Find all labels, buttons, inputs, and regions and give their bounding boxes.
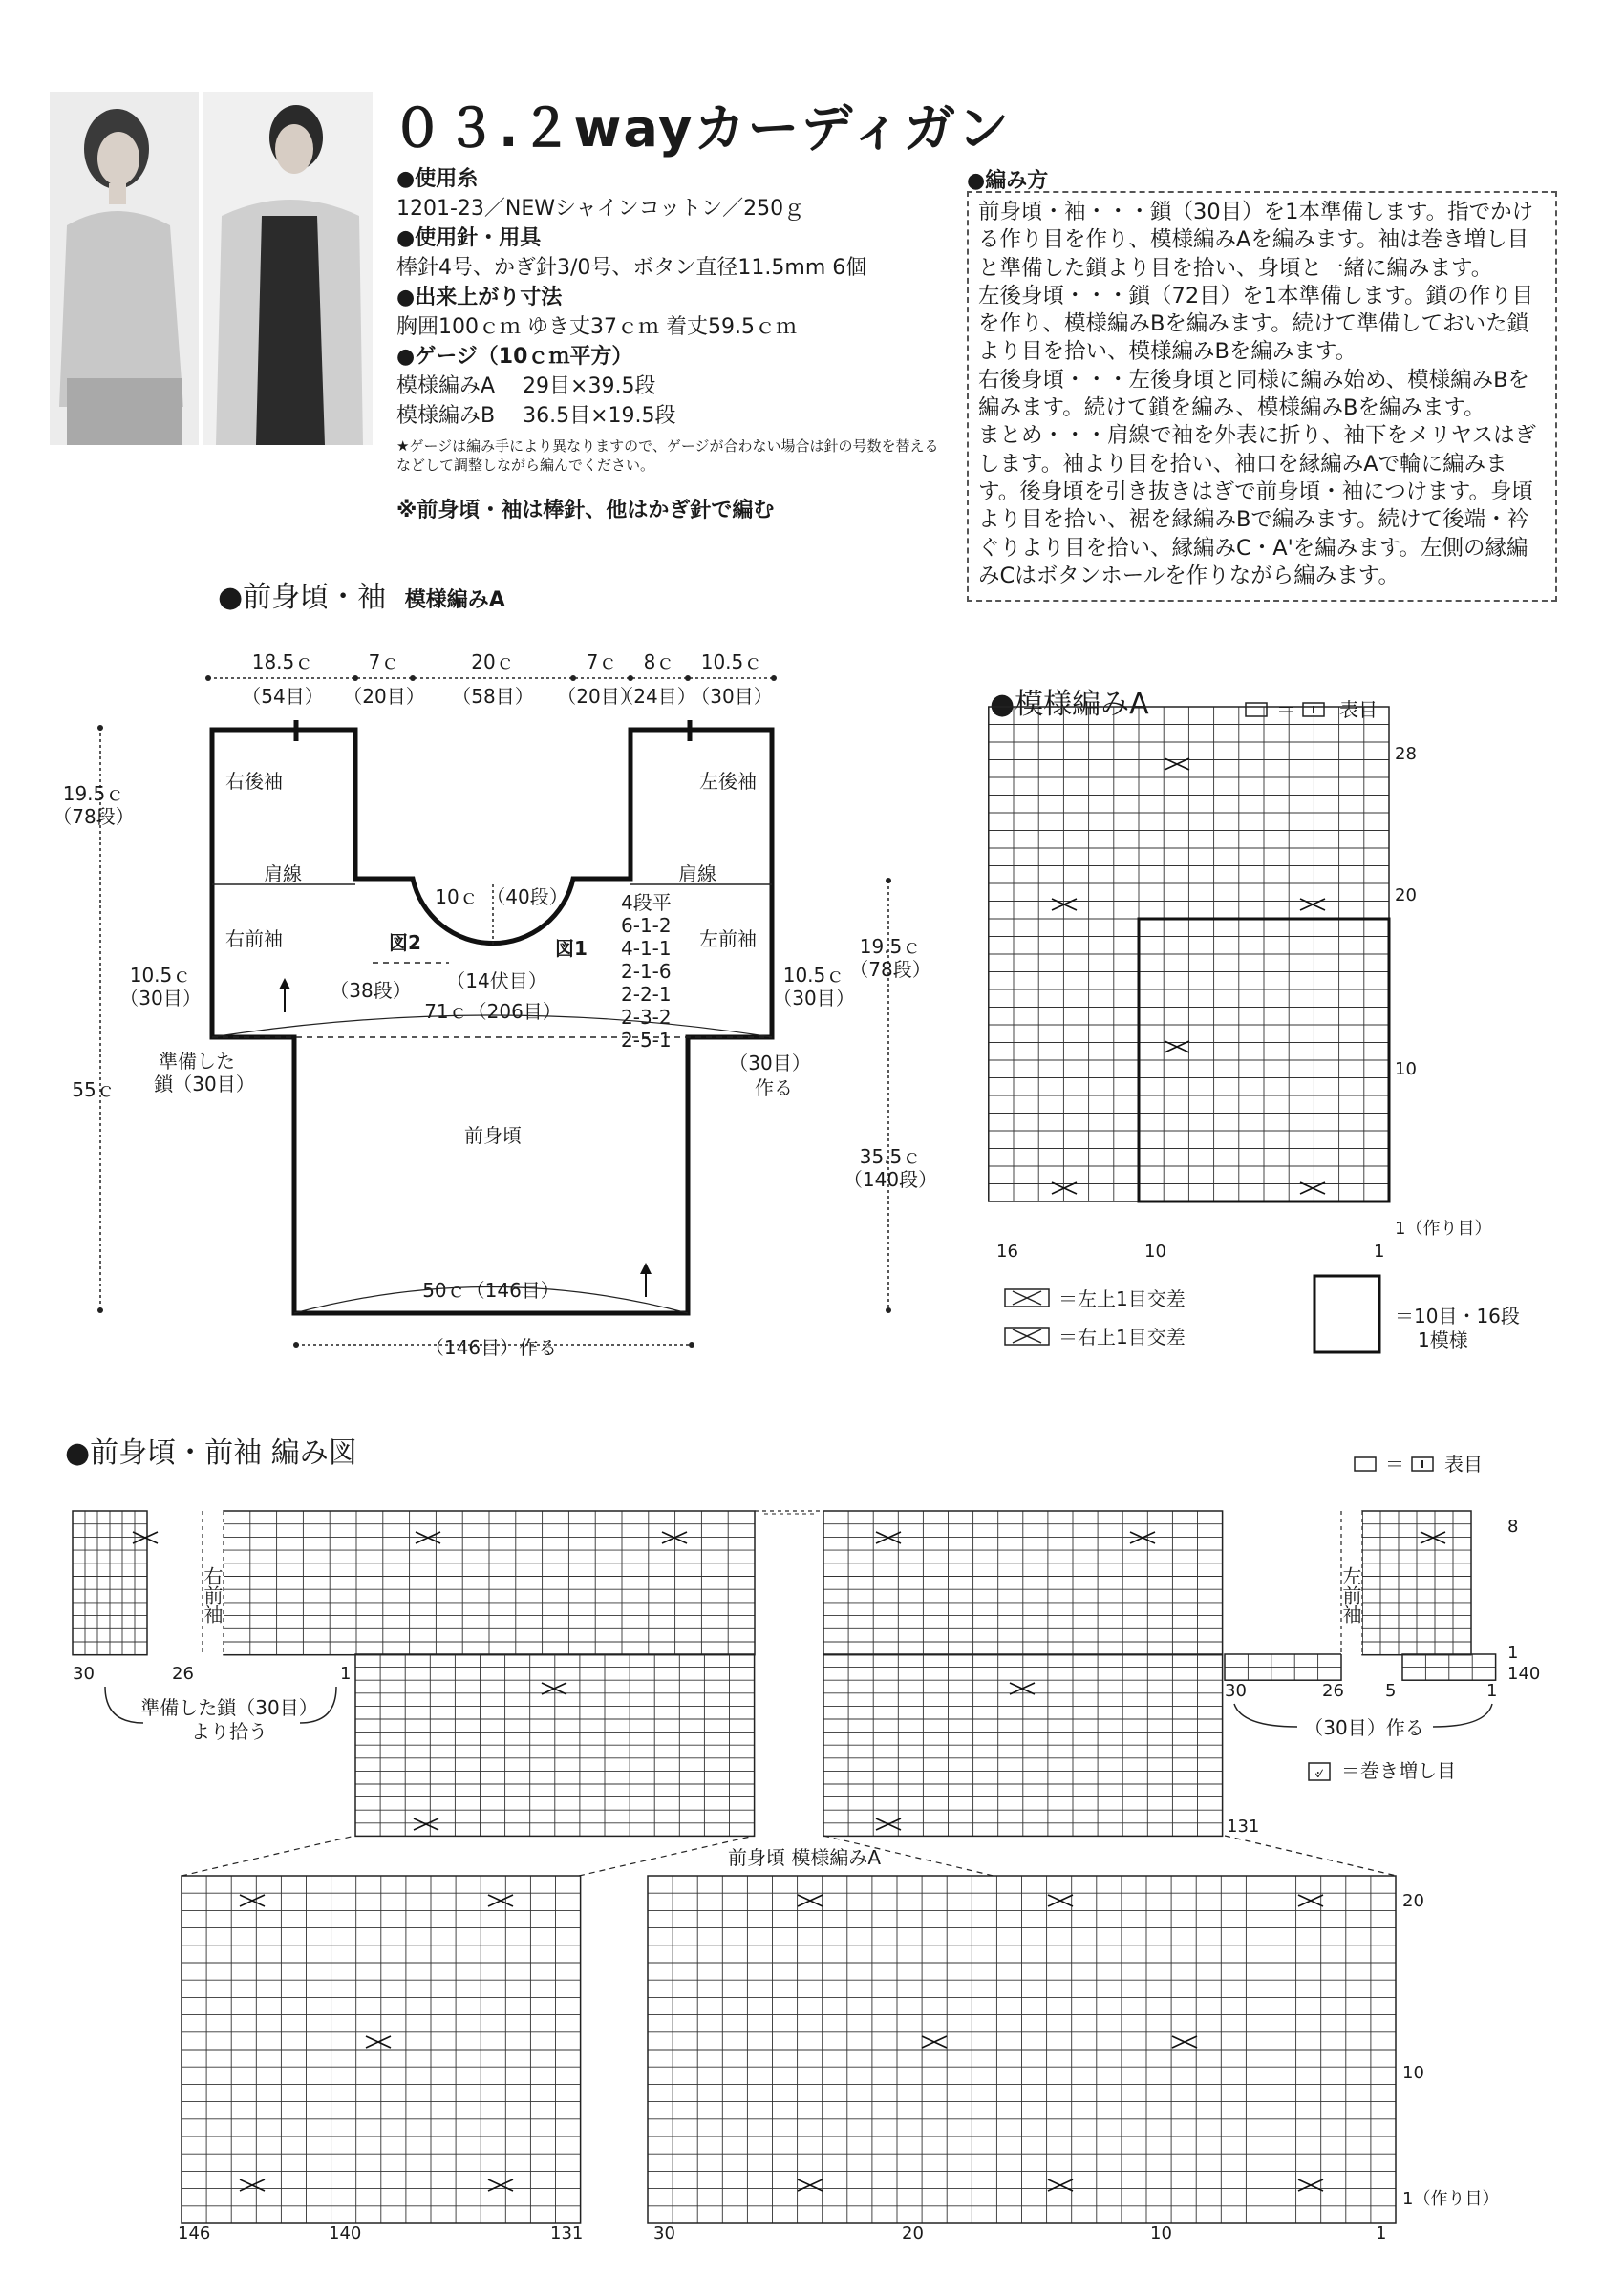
cross-stitch-symbol — [922, 2036, 947, 2048]
cross-stitch-symbol — [1172, 2036, 1197, 2048]
cross-stitch-symbol — [662, 1532, 687, 1543]
yarn-text: 1201-23／NEWシャインコットン／250ｇ — [396, 197, 805, 221]
cross-stitch-symbol — [542, 1683, 566, 1694]
svg-text:୰: ୰ — [1314, 1766, 1324, 1781]
grid-lines — [823, 1511, 1223, 1655]
dec-row: 4-1-1 — [621, 937, 672, 960]
gauge-a: 模様編みA 29目×39.5段 — [396, 374, 656, 398]
layout-left-30: 30 — [73, 1664, 95, 1684]
needle-note: ※前身頃・袖は棒針、他はかぎ針で編む — [396, 499, 775, 522]
bottom-col-140: 140 — [329, 2223, 362, 2243]
pattern-a-col-1: 1 — [1374, 1242, 1385, 1262]
dim-right-lower: 35.5ｃ — [859, 1145, 922, 1168]
sleeve-right-st: （30目） — [773, 987, 855, 1010]
dim-right-lower-rows: （140段） — [843, 1168, 938, 1191]
bottom-col-10: 10 — [1150, 2223, 1172, 2243]
pattern-a-row-10: 10 — [1395, 1059, 1417, 1079]
cross-stitch-symbol — [1052, 899, 1077, 910]
bottom-col-131: 131 — [550, 2223, 584, 2243]
bottom-col-30: 30 — [653, 2223, 675, 2243]
cross-stitch-symbol — [414, 1818, 438, 1830]
grid-lines — [355, 1654, 755, 1836]
layout-chart — [0, 1442, 1624, 2296]
dim-left-total: 55ｃ — [72, 1078, 116, 1101]
label-right-back-sleeve: 右後袖 — [225, 770, 283, 793]
sleeve-left-st: （30目） — [119, 987, 202, 1010]
dim-top-1: 18.5ｃ — [251, 650, 314, 673]
make30-b: 作る — [755, 1076, 793, 1099]
layout-right-30: 30 — [1225, 1681, 1247, 1701]
layout-legend-knit: 表目 — [1444, 1453, 1483, 1476]
cross-stitch-symbol — [1048, 1895, 1073, 1906]
dim-right-upper: 19.5ｃ — [859, 935, 922, 958]
left-sleeve-label: 左前袖 — [1339, 1566, 1362, 1624]
pattern-a-grid — [989, 707, 1389, 1201]
dim-left-top: 19.5ｃ — [62, 782, 125, 805]
grid-lines — [182, 1876, 581, 2223]
count-top-2: （20目） — [343, 685, 425, 708]
specs-block — [396, 164, 951, 525]
pattern-a-chart — [984, 697, 1605, 1356]
layout-left-26: 26 — [172, 1664, 194, 1684]
layout-row-140: 140 — [1507, 1664, 1541, 1684]
cross-stitch-symbol — [366, 2036, 391, 2048]
cross-stitch-symbol — [1298, 2179, 1323, 2191]
layout-legend-eq: ＝ — [1385, 1453, 1404, 1476]
bottom-row-20: 20 — [1402, 1891, 1424, 1911]
bottom-col-20: 20 — [902, 2223, 924, 2243]
label-left-front-sleeve: 左前袖 — [699, 927, 757, 950]
layout-row-8: 8 — [1507, 1517, 1519, 1537]
layout-right-26: 26 — [1322, 1681, 1344, 1701]
gauge-note: ★ゲージは編み手により異なりますので、ゲージが合わない場合は針の号数を替えるなどして調整しながら編んでください。 — [396, 437, 939, 474]
grid-lines — [989, 707, 1389, 1201]
cross-stitch-symbol — [1421, 1532, 1445, 1543]
cross-stitch-symbol — [240, 2179, 265, 2191]
model-photo-left — [50, 92, 199, 445]
bottom-row-1: 1（作り目） — [1402, 2189, 1500, 2209]
width-71: 71ｃ（206目） — [424, 1000, 562, 1023]
schematic-subheading: 模様編みA — [404, 588, 505, 612]
model-photo-right — [203, 92, 373, 445]
layout-heading: ●前身頃・前袖 編み図 — [65, 1436, 357, 1470]
cross-stitch-symbol — [488, 2179, 513, 2191]
dim-top-3: 20ｃ — [471, 650, 515, 673]
prep-b: より拾う — [191, 1720, 267, 1743]
pattern-a-col-10: 10 — [1144, 1242, 1166, 1262]
layout-left-1: 1 — [340, 1664, 352, 1684]
instruction-front: 前身頃・袖・・・鎖（30目）を1本準備します。指でかける作り目を作り、模様編みAを編みます。袖は巻き増し目と準備した鎖より目を拾い、身頃と一緒に編みます。 — [978, 200, 1534, 281]
prep-a: 準備した鎖（30目） — [140, 1696, 318, 1719]
cross-stitch-symbol — [798, 1895, 823, 1906]
gauge-heading: ●ゲージ（10ｃｍ平方） — [396, 345, 633, 369]
cross-stitch-symbol — [1048, 2179, 1073, 2191]
dim-left-top-rows: （78段） — [53, 805, 135, 828]
cross-stitch-symbol — [1130, 1532, 1155, 1543]
grid-lines — [1362, 1511, 1471, 1655]
sleeve-right-dim: 10.5ｃ — [782, 964, 845, 987]
pattern-a-legend-eq: ＝ — [1276, 698, 1295, 721]
layout-caption: 前身頃 模様編みA — [727, 1846, 882, 1869]
layout-right-1: 1 — [1486, 1681, 1498, 1701]
dim-top-4: 7ｃ — [586, 650, 618, 673]
fig1-label: 図1 — [555, 937, 588, 960]
instruction-finishing: まとめ・・・肩線で袖を外表に折り、袖下をメリヤスはぎします。袖より目を拾い、袖口を縁編みAで輪に編みます。後身頃を引き抜きはぎで前身頃・袖につけます。身頃より目を拾い、裾を縁編みBで編みます。続けて後端・衿ぐりより目を拾い、縁編みC・A'を編みます。左側の縁編みCはボタンホールを作りながら編みます。 — [978, 423, 1537, 588]
instruction-right-back: 右後身頃・・・左後身頃と同様に編み始め、模様編みBを編みます。続けて鎖を編み、模様編みBを編みます。 — [978, 367, 1530, 421]
cross-stitch-symbol — [798, 2179, 823, 2191]
dim-right-upper-rows: （78段） — [849, 958, 931, 981]
pattern-a-col-16: 16 — [996, 1242, 1018, 1262]
pattern-a-heading: ●模様編みA — [990, 688, 1149, 721]
grid-lines — [823, 1654, 1223, 1836]
key-repeat: ＝10目・16段 — [1395, 1305, 1520, 1328]
bottom-row-10: 10 — [1402, 2063, 1424, 2083]
label-left-back-sleeve: 左後袖 — [699, 770, 757, 793]
key-right-cross: ＝右上1目交差 — [1058, 1326, 1186, 1349]
page-title: ０３.２wayカーディガン — [392, 98, 1012, 159]
cross-stitch-symbol — [876, 1818, 901, 1830]
size-heading: ●出来上がり寸法 — [396, 286, 563, 309]
dec-row: 2-1-6 — [621, 960, 672, 983]
gauge-b: 模様編みB 36.5目×19.5段 — [396, 404, 676, 428]
instructions-heading: ●編み方 — [967, 169, 1049, 193]
dec-row: 2-2-1 — [621, 983, 672, 1006]
schematic-heading-main: ●前身頃・袖 — [218, 581, 387, 614]
body-label: 前身頃 — [464, 1124, 522, 1147]
count-top-1: （54目） — [242, 685, 324, 708]
make-right: （30目）作る — [1304, 1716, 1424, 1739]
grid-lines — [1402, 1654, 1496, 1680]
grid-lines — [224, 1511, 755, 1655]
prep-chain-b: 鎖（30目） — [154, 1073, 255, 1095]
neck-width: （14伏目） — [446, 969, 547, 992]
count-top-6: （30目） — [691, 685, 773, 708]
cross-stitch-symbol — [240, 1895, 265, 1906]
dec-row: 2-5-1 — [621, 1029, 672, 1052]
sleeve-left-dim: 10.5ｃ — [129, 964, 192, 987]
pattern-a-row-28: 28 — [1395, 744, 1417, 764]
schematic-heading — [218, 573, 505, 615]
label-shoulder-right: 肩線 — [678, 862, 716, 885]
pattern-a-legend-knit: 表目 — [1339, 698, 1378, 721]
fig2-label: 図2 — [389, 931, 421, 954]
grid-lines — [73, 1511, 147, 1655]
rows-38: （38段） — [330, 979, 412, 1002]
bottom-col-1: 1 — [1376, 2223, 1387, 2243]
cross-stitch-symbol — [1010, 1683, 1035, 1694]
hem-make: （146目）作る — [424, 1336, 558, 1359]
key-left-cross: ＝左上1目交差 — [1058, 1287, 1186, 1310]
instruction-left-back: 左後身頃・・・鎖（72目）を1本準備します。鎖の作り目を作り、模様編みBを編みます。続けて準備しておいた鎖より目を拾い、模様編みBを編みます。 — [978, 283, 1534, 365]
instructions-box — [967, 191, 1557, 602]
label-right-front-sleeve: 右前袖 — [225, 927, 283, 950]
right-sleeve-label: 右前袖 — [201, 1566, 224, 1624]
prep-chain-a: 準備した — [159, 1050, 235, 1073]
dec-row: 2-3-2 — [621, 1006, 672, 1029]
cross-stitch-symbol — [1298, 1895, 1323, 1906]
decrease-list — [621, 891, 672, 1052]
count-top-3: （58目） — [452, 685, 534, 708]
key-repeat-box — [1314, 1276, 1379, 1352]
dim-top-2: 7ｃ — [368, 650, 400, 673]
layout-row-131: 131 — [1227, 1817, 1260, 1837]
cross-stitch-symbol — [133, 1532, 158, 1543]
yarn-heading: ●使用糸 — [396, 167, 479, 191]
tools-heading: ●使用針・用具 — [396, 226, 542, 250]
make30-a: （30目） — [729, 1052, 811, 1074]
layout-row-1: 1 — [1507, 1643, 1519, 1663]
pattern-a-row-20: 20 — [1395, 885, 1417, 905]
count-top-5: （24目） — [614, 685, 696, 708]
bottom-col-146: 146 — [178, 2223, 211, 2243]
count-top-4: （20目） — [557, 685, 639, 708]
cross-stitch-symbol — [876, 1532, 901, 1543]
tools-text: 棒針4号、かぎ針3/0号、ボタン直径11.5mm 6個 — [396, 256, 867, 280]
dim-top-5: 8ｃ — [643, 650, 675, 673]
dec-row: 6-1-2 — [621, 914, 672, 937]
size-text: 胸囲100ｃｍ ゆき丈37ｃｍ 着丈59.5ｃｍ — [396, 315, 797, 339]
neck-rows: （40段） — [486, 885, 568, 908]
grid-lines — [1225, 1654, 1341, 1680]
grid-lines — [648, 1876, 1396, 2223]
label-shoulder-left: 肩線 — [264, 862, 302, 885]
layout-right-5: 5 — [1385, 1681, 1397, 1701]
cross-stitch-symbol — [488, 1895, 513, 1906]
pattern-a-row-1: 1（作り目） — [1395, 1219, 1492, 1239]
key-repeat-2: 1模様 — [1418, 1329, 1468, 1351]
dec-row: 4段平 — [621, 891, 672, 914]
hem-width: 50ｃ（146目） — [422, 1279, 560, 1302]
cast-on-key: ＝巻き増し目 — [1341, 1759, 1456, 1782]
cross-stitch-symbol — [416, 1532, 440, 1543]
cross-stitch-symbol — [1300, 899, 1325, 910]
schematic-diagram — [0, 630, 938, 1359]
neck-depth: 10ｃ — [435, 885, 479, 908]
dim-top-6: 10.5ｃ — [700, 650, 763, 673]
